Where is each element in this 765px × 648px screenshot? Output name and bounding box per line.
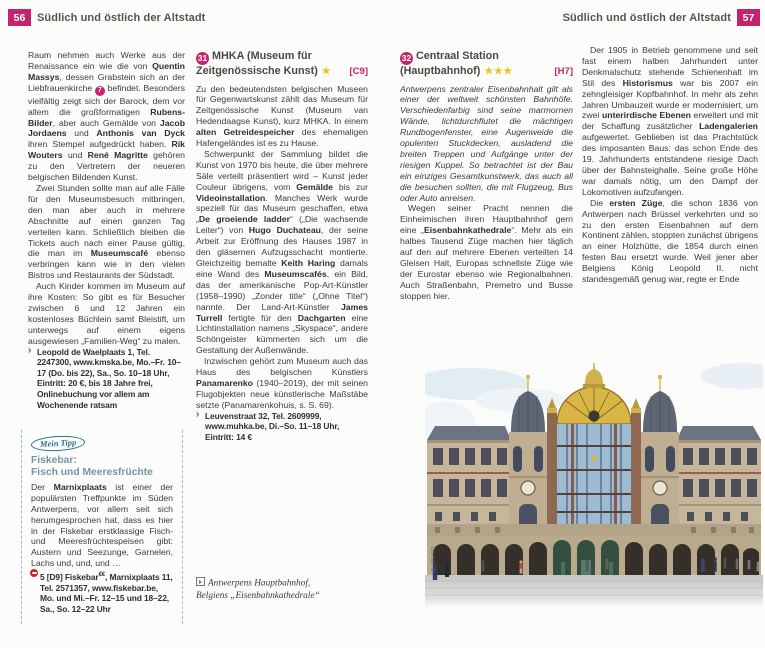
paragraph: Zu den bedeutendsten belgischen Museen für Gegenwartskunst zählt das Museum für Zeitgenössische Kunst (Museum van Hedendaagse Kunst), kurz MHKA. In einem alten Getreidespeicher des ehemaligen Hafengeländes ist es zu Hause.	[196, 83, 368, 149]
paragraph: Auch Kinder kommen im Museum auf ihre Kosten: So gibt es für Besucher zwischen 6 und 12 Jahren ein kostenloses Büchlein samt Bleistift, um unterwegs auf einem eigens ausgewiesen „Familien-Weg“ zu malen.	[28, 281, 185, 346]
chapter-title-right: Südlich und östlich der Altstadt	[562, 11, 731, 24]
central-station-photo	[425, 362, 763, 608]
column-1	[28, 50, 185, 410]
mhka-contact-info: › Leuvenstraat 32, Tel. 2609999, www.muhka.be, Di.–So. 11–18 Uhr, Eintritt: 14 €	[196, 408, 340, 442]
paragraph: Zwei Stunden sollte man auf alle Fälle für den Museumsbesuch mitbringen, den man aber auch in mehrere Abschnitte auf einen ganzen Tag verteilen kann. Schließlich bleiben die Tickets auch nach einer Pause gültig, die man im Museumscafé ebenso verbringen kann wie in den vielen Bistros und Restaurants der Südstadt.	[28, 182, 185, 281]
tram-icon	[30, 569, 38, 577]
article-31-heading: 31 MHKA (Museum für Zeitgenössische Kunst) ★ [C9]	[196, 50, 368, 77]
map-grid-reference: [C9]	[349, 66, 368, 77]
page-number-left: 56	[8, 9, 31, 26]
article-32-heading: 32 Centraal Station (Hauptbahnhof) ★★★ [H7]	[400, 50, 573, 77]
paragraph: Der 1905 in Betrieb genommene und seit fast einem halben Jahrhundert unter Denkmalschutz stehende Schienenhalt im Stil des Historismus war bis 2007 ein zehngleisiger Kopfbahnhof. In mehr als zehn Jahren Umbauzeit wurde er modernisiert, um zwei unterirdische Ebenen erweitert und mit der Schaffung zusätzlicher Ladengalerien aufgewertet. Geblieben ist das Prachtstück des imposanten Baus: das schon Ende des 19. Jahrhunderts entstandene riesige Dach über der Bahnsteighalle. Seine große Höhe war damals nötig, um den Dampf der Lokomotiven aufzufangen.	[582, 45, 759, 197]
fiskebar-contact-info: 5 [D9] Fiskebar€€, Marnixplaats 11, Tel. 2571357, www.fiskebar.be, Mo. und Mi.–Fr. 12–15 und 18–22, Sa., So. 12–22 Uhr	[31, 570, 173, 614]
column-2	[196, 50, 368, 442]
photo-ref-icon	[196, 577, 205, 586]
tram-line-marker	[30, 569, 39, 580]
mein-tipp-badge: Mein Tipp	[31, 435, 86, 453]
rating-stars: ★	[321, 66, 332, 77]
map-marker-circle: 7	[95, 86, 105, 96]
intro-paragraph: Antwerpens zentraler Eisenbahnhalt gilt als einer der weltweit schönsten Bahnhöfe. Verschiedenfarbig sind seine marmornen Wände, lichtdurchflutet die mächtigen Rundbogenfenster, eine Augenweide die opulenten Stuckdecken, ausladend die breiten Treppen und Aufgänge unter der riesigen Kuppel. So betrachtet ist der Bau ein einziges Gesamtkunstwerk, das auch all die besuchen sollten, die mit Flugzeug, Bus oder Auto anreisen.	[400, 83, 573, 203]
kmska-contact-info: › Leopold de Waelplaats 1, Tel. 2247300, www.kmska.be, Mo.–Fr. 10–17 (Do. bis 22), Sa., So. 10–18 Uhr, Eintritt: 20 €, bis 18 Jahre frei, Onlinebuchung vor allem am Wochenende ratsam	[28, 344, 181, 410]
price-category: €€	[98, 572, 106, 579]
paragraph: Die ersten Züge, die schon 1836 von Antwerpen nach Brüssel verkehrten und so zu den ersten Eisenbahnen auf dem Kontinent zählen, stoppten zunächst übrigens an einer Holzhütte, die 1854 durch einen festen Bau ersetzt wurde. Weil jener aber Belgiens König Leopold II. nicht standesgemäß genug war, regte er Ende	[582, 197, 758, 285]
tip-heading: Fiskebar: Fisch und Meeresfrüchte	[31, 454, 153, 479]
rating-stars: ★★★	[484, 66, 513, 77]
chapter-title-left: Südlich und östlich der Altstadt	[37, 11, 206, 24]
paragraph: Wegen seiner Pracht nennen die Einheimischen ihren Hauptbahnhof gern eine „Eisenbahnkathedrale“. Mehr als ein halbes Tausend Züge machen hier täglich auf den auf mehrere Ebenen verteilten 14 Gleisen Halt, Europas schnellste Züge wie der Eurostar ebenso wie Regionalbahnen. Auch Straßenbahn, Premetro und Busse stoppen hier.	[400, 203, 574, 301]
station-illustration	[425, 362, 763, 608]
paragraph: Schwerpunkt der Sammlung bildet die Kunst von 1970 bis heute, die über mehrere Säle verteilt präsentiert wird – Kunst jeder Couleur übrigens, vom Gemälde bis zur Videoinstallation. Manches Werk wurde speziell für das Museum geschaffen, etwa „De groeiende ladder“ („Die wachsende Leiter“) von Hugo Duchateau, der seine Arbeit zur Eröffnung des Hauses 1987 in den gläsernen Aufzugsschacht montierte. Gleichzeitig bemalte Keith Haring damals eine Wand des Museumscafés, ein Bild, das der amerikanische Pop-Art-Künstler (1958–1990) „Zonder title“ („Ohne Titel“) nannte. Der Land-Art-Künstler James Turrell fertigte für den Dachgarten eine Lichtinstallation namens „Skyspace“, andere Schöngeister kümmerten sich um die Gestaltung der Außenwände.	[196, 148, 369, 356]
insider-tip-box	[21, 430, 183, 624]
info-arrow-icon: ›	[28, 344, 32, 356]
column-3	[400, 50, 573, 302]
paragraph: Inzwischen gehört zum Museum auch das Haus des belgischen Künstlers Panamarenko (1940–2019), der mit seinen Flugobjekten neue künstlerische Maßstäbe setzte (Panamarenkohuis, s. S. 69).	[196, 356, 368, 410]
page-header-left	[8, 9, 211, 26]
map-grid-reference: [H7]	[554, 66, 573, 77]
photo-credit: © MK/CO	[431, 546, 437, 572]
column-4	[582, 45, 758, 285]
page-header-right	[557, 9, 760, 26]
paragraph: Raum nehmen auch Werke aus der Renaissance ein wie die von Quentin Massys, dessen Grabstein sich an der Liebfrauenkirche 7 befindet. Besonders vielfältig zeigt sich der Barock, dem vor allem die großformatigen Rubens-Bilder, aber auch Gemälde von Jacob Jordaens und Anthonis van Dyck ihren Stempel aufgedrückt haben. Rik Wouters und René Magritte gehören zu den Vertretern der neueren belgischen Bildenden Kunst.	[28, 50, 186, 183]
sight-number-badge: 31	[197, 53, 208, 63]
photo-caption: Antwerpens Hauptbahnhof, Belgiens „Eisenbahnkathedrale“	[196, 578, 320, 601]
page-number-right: 57	[737, 9, 760, 26]
info-arrow-icon: ›	[196, 408, 200, 420]
sight-number-badge: 32	[401, 53, 412, 63]
tip-body: Der Marnixplaats ist einer der populärsten Treffpunkte im Süden Antwerpens, vor allem seit sich herumgesprochen hat, dass es hier in der Fiskebar erstklassige Fisch- und Meeresfrüchtespeisen gibt: Austern und Seezunge, Garnelen, Lachs und, und, und …	[31, 481, 173, 569]
